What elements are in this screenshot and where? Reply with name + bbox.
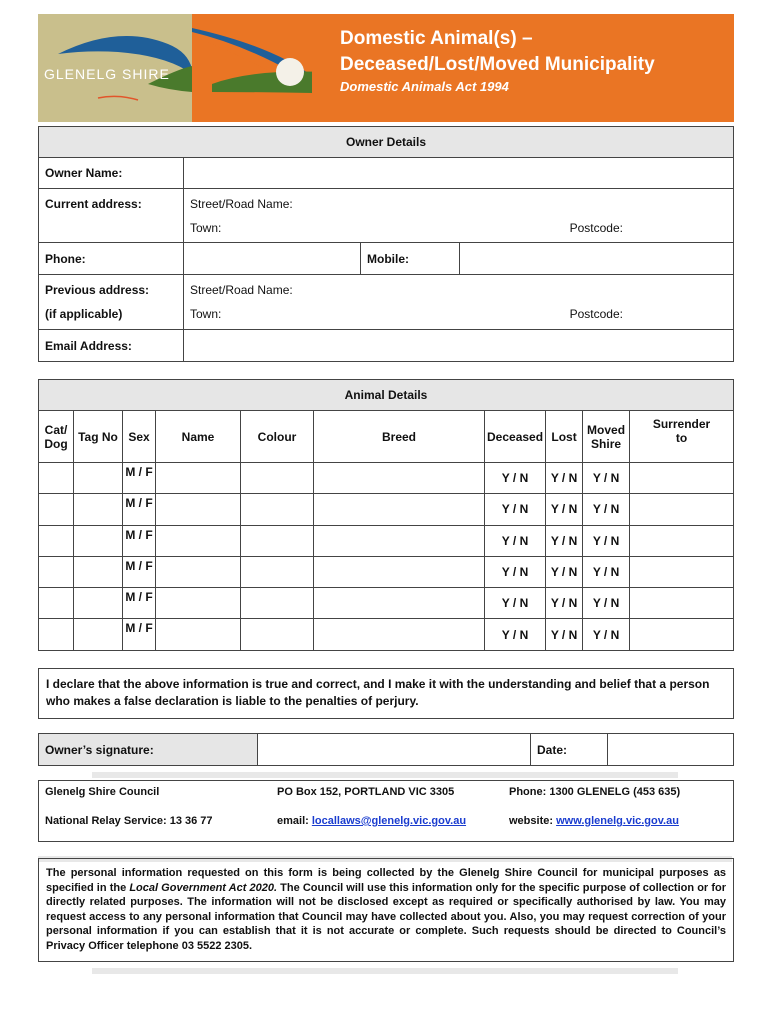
website-line xyxy=(509,815,679,827)
tag-no-cell[interactable] xyxy=(74,525,123,556)
lost-cell[interactable]: Y / N xyxy=(546,463,583,494)
privacy-part2: The Council will use this information only for the specific purpose of collection or for directly related purposes. The information will not be disclosed except as required or specifically authorised by law. You may request access to any personal information that Council may have collected about you. Also, you may request correction of your personal information if you can establish that it is not accurate or complete. Such requests should be directed to Council’s Privacy Officer telephone 03 5522 2305. xyxy=(46,881,726,952)
owner-name-label: Owner Name: xyxy=(39,158,184,189)
glenelg-shire-logo xyxy=(38,14,192,122)
current-address-field[interactable] xyxy=(184,189,734,243)
deceased-cell[interactable]: Y / N xyxy=(485,494,546,525)
previous-address-label-cell xyxy=(39,275,184,330)
email-link[interactable]: locallaws@glenelg.vic.gov.au xyxy=(311,815,467,827)
col-breed: Breed xyxy=(314,411,485,463)
surrender-cell[interactable] xyxy=(630,619,734,650)
name-cell[interactable] xyxy=(156,494,241,525)
animal-rows xyxy=(39,463,734,651)
town-label: Town: xyxy=(190,221,222,235)
colour-cell[interactable] xyxy=(241,463,314,494)
col-sex: Sex xyxy=(123,411,156,463)
sex-cell[interactable]: M / F xyxy=(123,494,156,525)
col-to-label: to xyxy=(675,431,688,445)
breed-cell[interactable] xyxy=(314,494,485,525)
deceased-cell[interactable]: Y / N xyxy=(485,463,546,494)
cat-dog-cell[interactable] xyxy=(39,556,74,587)
surrender-cell[interactable] xyxy=(630,556,734,587)
col-surrender-label: Surrender xyxy=(652,417,711,431)
council-po-box: PO Box 152, PORTLAND VIC 3305 xyxy=(277,786,455,798)
phone-label: Phone: xyxy=(39,243,184,275)
moved-cell[interactable]: Y / N xyxy=(583,494,630,525)
sex-cell[interactable]: M / F xyxy=(123,463,156,494)
deceased-cell[interactable]: Y / N xyxy=(485,619,546,650)
colour-cell[interactable] xyxy=(241,525,314,556)
deceased-cell[interactable]: Y / N xyxy=(485,556,546,587)
previous-address-label: Previous address: xyxy=(45,283,150,297)
declaration-text: I declare that the above information is true and correct, and I make it with the understanding and belief that a person who makes a false declaration is liable to the penalties of perjury. xyxy=(46,677,710,708)
lost-cell[interactable]: Y / N xyxy=(546,494,583,525)
contact-top-strip xyxy=(92,772,678,778)
form-header xyxy=(38,14,734,122)
form-title-line2: Deceased/Lost/Moved Municipality xyxy=(340,54,655,75)
cat-dog-cell[interactable] xyxy=(39,588,74,619)
moved-cell[interactable]: Y / N xyxy=(583,525,630,556)
form-title-line1: Domestic Animal(s) – xyxy=(340,28,533,49)
website-link[interactable]: www.glenelg.vic.gov.au xyxy=(556,815,679,827)
street-label: Street/Road Name: xyxy=(190,197,293,211)
logo-text: GLENELG SHIRE xyxy=(44,66,170,82)
tag-no-cell[interactable] xyxy=(74,619,123,650)
sex-cell[interactable]: M / F xyxy=(123,619,156,650)
col-moved-shire xyxy=(583,411,630,463)
council-phone: Phone: 1300 GLENELG (453 635) xyxy=(509,786,681,798)
col-deceased: Deceased xyxy=(485,411,546,463)
email-prefix: email: xyxy=(277,815,312,827)
surrender-cell[interactable] xyxy=(630,463,734,494)
email-field[interactable] xyxy=(184,330,734,362)
name-cell[interactable] xyxy=(156,556,241,587)
lost-cell[interactable]: Y / N xyxy=(546,556,583,587)
prev-postcode-label: Postcode: xyxy=(569,307,623,321)
privacy-box xyxy=(38,858,734,962)
col-lost: Lost xyxy=(546,411,583,463)
colour-cell[interactable] xyxy=(241,619,314,650)
breed-cell[interactable] xyxy=(314,588,485,619)
animal-row xyxy=(39,588,734,619)
tag-no-cell[interactable] xyxy=(74,588,123,619)
date-label: Date: xyxy=(531,734,608,766)
postcode-label: Postcode: xyxy=(569,221,623,235)
prev-town-label: Town: xyxy=(190,307,222,321)
moved-cell[interactable]: Y / N xyxy=(583,619,630,650)
form-subtitle: Domestic Animals Act 1994 xyxy=(340,79,509,94)
breed-cell[interactable] xyxy=(314,619,485,650)
colour-cell[interactable] xyxy=(241,588,314,619)
surrender-cell[interactable] xyxy=(630,525,734,556)
if-applicable-label: (if applicable) xyxy=(45,307,123,321)
lost-cell[interactable]: Y / N xyxy=(546,588,583,619)
name-cell[interactable] xyxy=(156,525,241,556)
col-tag-no: Tag No xyxy=(74,411,123,463)
title-banner xyxy=(192,14,734,122)
owner-signature-field[interactable] xyxy=(258,734,531,766)
name-cell[interactable] xyxy=(156,619,241,650)
owner-signature-label: Owner’s signature: xyxy=(39,734,258,766)
cat-dog-cell[interactable] xyxy=(39,463,74,494)
date-field[interactable] xyxy=(608,734,734,766)
current-address-label: Current address: xyxy=(39,189,184,243)
bottom-strip xyxy=(92,968,678,974)
col-colour: Colour xyxy=(241,411,314,463)
phone-field[interactable] xyxy=(184,243,361,275)
lost-cell[interactable]: Y / N xyxy=(546,525,583,556)
cat-dog-cell[interactable] xyxy=(39,525,74,556)
contact-box xyxy=(38,780,734,842)
animal-row xyxy=(39,556,734,587)
col-moved-label: Moved xyxy=(587,422,626,437)
owner-name-field[interactable] xyxy=(184,158,734,189)
prev-street-label: Street/Road Name: xyxy=(190,283,293,297)
animal-row xyxy=(39,525,734,556)
website-prefix: website: xyxy=(509,815,557,827)
deceased-cell[interactable]: Y / N xyxy=(485,525,546,556)
mobile-label: Mobile: xyxy=(361,243,460,275)
tag-no-cell[interactable] xyxy=(74,494,123,525)
sex-cell[interactable]: M / F xyxy=(123,525,156,556)
surrender-cell[interactable] xyxy=(630,588,734,619)
council-name: Glenelg Shire Council xyxy=(45,786,160,798)
col-name: Name xyxy=(156,411,241,463)
email-label: Email Address: xyxy=(39,330,184,362)
cat-dog-cell[interactable] xyxy=(39,494,74,525)
animal-details-table xyxy=(38,379,734,651)
breed-cell[interactable] xyxy=(314,556,485,587)
tag-no-cell[interactable] xyxy=(74,463,123,494)
colour-cell[interactable] xyxy=(241,556,314,587)
col-dog-label: Dog xyxy=(44,436,68,451)
surrender-cell[interactable] xyxy=(630,494,734,525)
deceased-cell[interactable]: Y / N xyxy=(485,588,546,619)
sex-cell[interactable]: M / F xyxy=(123,588,156,619)
sex-cell[interactable]: M / F xyxy=(123,556,156,587)
declaration-box xyxy=(38,668,734,719)
privacy-text xyxy=(46,866,726,954)
name-cell[interactable] xyxy=(156,463,241,494)
tag-no-cell[interactable] xyxy=(74,556,123,587)
email-line xyxy=(277,815,466,827)
animal-row xyxy=(39,494,734,525)
mobile-field[interactable] xyxy=(460,243,734,275)
animal-details-heading: Animal Details xyxy=(39,380,734,411)
cat-dog-cell[interactable] xyxy=(39,619,74,650)
owner-details-table xyxy=(38,126,734,362)
relay-service: National Relay Service: 13 36 77 xyxy=(45,815,213,827)
owner-details-heading: Owner Details xyxy=(39,127,734,158)
col-shire-label: Shire xyxy=(591,436,622,451)
col-cat-dog xyxy=(39,411,74,463)
name-cell[interactable] xyxy=(156,588,241,619)
animal-row xyxy=(39,463,734,494)
moved-cell[interactable]: Y / N xyxy=(583,588,630,619)
privacy-part1: The personal information requested on this form is being collected by the Glenelg Shire Council for municipal purposes as specified in the xyxy=(46,867,726,894)
col-surrender-to xyxy=(630,411,734,463)
animal-row xyxy=(39,619,734,650)
breed-cell[interactable] xyxy=(314,525,485,556)
lost-cell[interactable]: Y / N xyxy=(546,619,583,650)
breed-cell[interactable] xyxy=(314,463,485,494)
moved-cell[interactable]: Y / N xyxy=(583,463,630,494)
signature-table xyxy=(38,733,734,766)
col-cat-label: Cat/ xyxy=(44,422,68,437)
previous-address-field[interactable] xyxy=(184,275,734,330)
privacy-act: Local Government Act 2020. xyxy=(129,881,278,894)
colour-cell[interactable] xyxy=(241,494,314,525)
moved-cell[interactable]: Y / N xyxy=(583,556,630,587)
